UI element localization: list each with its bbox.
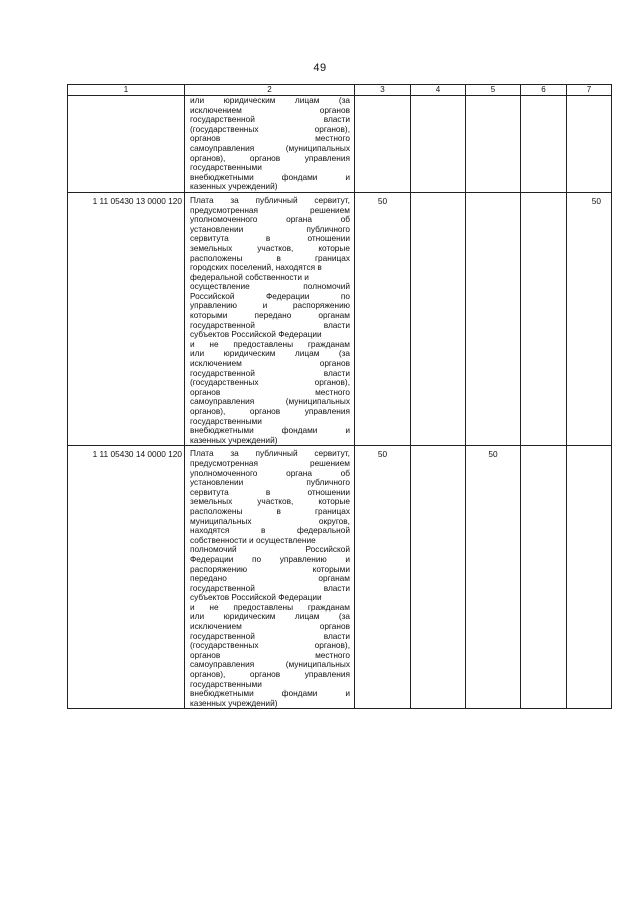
description-word: гражданам [307,601,350,612]
row-col6 [521,192,567,445]
description-word: решением [309,204,350,215]
description-word: исключением [190,621,242,632]
description-word: уполномоченного [190,214,258,225]
description-word: которые [318,496,350,507]
description-word: предусмотренная [190,457,259,468]
description-word: сервитута [190,233,229,244]
description-word: (за [338,95,350,105]
row-description [185,446,355,709]
header-col-7: 7 [567,85,612,96]
description-word: власти [323,582,350,593]
description-word: самоуправления [190,142,255,153]
description-word: внебюджетными [190,425,254,436]
header-col-5: 5 [466,85,521,96]
description-word: (государственных [190,123,259,134]
row-code: 1 11 05430 14 0000 120 [68,446,185,709]
description-word: субъектов Российской Федерации [190,592,322,603]
description-word: или [190,95,205,105]
description-word: в [265,233,271,244]
header-col-3: 3 [355,85,411,96]
description-word: (муниципальных [285,659,350,670]
description-word: и [345,553,350,564]
description-word: управления [304,406,350,416]
description-word: государственной [190,582,255,593]
description-word: власти [323,630,350,641]
description-word: отношении [307,233,350,244]
description-word: органов), [314,123,350,134]
header-col-1: 1 [68,85,185,96]
description-word: и [262,300,268,311]
row-col6 [521,96,567,193]
description-word: государственной [190,319,255,330]
description-word: установлении [190,477,244,488]
description-word: или [190,611,205,622]
description-word: (государственных [190,377,259,388]
header-col-6: 6 [521,85,567,96]
description-word: и [190,338,195,349]
description-word: органов [319,358,350,369]
description-word: органа [286,214,312,225]
description-word: казенных учреждений) [190,434,278,445]
description-word: публичного [306,477,350,488]
description-word: за [230,194,239,205]
description-word: фондами [281,171,318,182]
description-word: участков, [257,242,294,253]
description-word: власти [323,114,350,125]
description-word: или [190,348,205,359]
table-row [68,192,612,445]
description-word: полномочий [303,281,350,292]
description-word: управления [304,669,350,680]
description-word: органов [190,386,221,397]
description-word: осуществление [190,281,250,292]
description-word: юридическим [223,95,276,105]
description-word: управления [304,152,350,163]
description-word: гражданам [307,338,350,349]
description-word: в [265,486,271,497]
row-col5: 50 [466,446,521,709]
description-word: органов), [190,406,226,416]
description-word: уполномоченного [190,467,258,478]
description-word: по [252,553,262,564]
row-col4 [411,446,466,709]
description-word: (за [338,611,350,622]
row-col3 [355,96,411,193]
table-row [68,96,612,193]
description-word: по [340,290,350,301]
description-word: казенных учреждений) [190,181,278,192]
description-word: органов), [314,640,350,651]
row-col3: 50 [355,192,411,445]
description-word: земельных [190,242,233,253]
description-word: не [209,338,219,349]
description-word: предоставлены [233,601,294,612]
description-word: лицам [294,95,320,105]
description-word: федеральной [297,525,350,536]
description-word: распоряжению [292,300,350,311]
header-col-4: 4 [411,85,466,96]
description-word: управлению [279,553,327,564]
table-row [68,446,612,709]
description-word: в [276,505,281,516]
description-word: органа [286,467,312,478]
row-col7 [567,96,612,193]
description-word: которыми [312,563,350,574]
description-line [190,699,350,709]
description-word: органов [319,621,350,632]
description-word: (государственных [190,640,259,651]
description-word: Плата [190,448,214,459]
description-word: предусмотренная [190,204,259,215]
description-word: распоряжению [190,563,248,574]
row-col7: 50 [567,192,612,445]
description-word: и [345,171,350,182]
header-row [68,85,612,96]
description-line [190,436,350,446]
description-word: власти [323,319,350,330]
description-word: органов), [314,377,350,388]
description-word: об [340,467,350,478]
description-word: границах [314,505,350,516]
description-word: и [190,601,195,612]
description-word: публичного [306,223,350,234]
description-word: органов [249,669,281,680]
description-word: местного [315,133,350,144]
description-word: передано [254,310,292,321]
row-code: 1 11 05430 13 0000 120 [68,192,185,445]
description-word: федеральной собственности и [190,271,309,282]
description-word: местного [315,649,350,660]
row-col3: 50 [355,446,411,709]
description-word: органов), [190,152,226,163]
description-word: округов, [318,515,350,526]
description-word: участков, [257,496,294,507]
description-word: которые [318,242,350,253]
row-col5 [466,96,521,193]
description-word: предоставлены [233,338,294,349]
description-word: в [261,525,266,536]
description-word: внебюджетными [190,688,254,699]
description-word: государственными [190,678,262,689]
description-word: сервитут, [314,194,350,205]
description-word: юридическим [223,348,276,359]
description-word: (за [338,348,350,359]
description-word: органов [190,649,221,660]
description-word: находятся [190,525,230,536]
description-word: за [230,448,239,459]
description-word: органов [249,406,281,416]
description-word: фондами [281,688,318,699]
description-word: Российской [305,544,350,555]
row-col5 [466,192,521,445]
description-word: и [345,688,350,699]
description-word: фондами [281,425,318,436]
description-word: (муниципальных [285,142,350,153]
description-word: органов [319,104,350,115]
description-word: юридическим [223,611,276,622]
description-word: (муниципальных [285,396,350,407]
description-word: Плата [190,194,214,205]
description-word: управлению [190,300,237,311]
description-word: внебюджетными [190,171,254,182]
description-word: Российской [190,290,235,301]
row-col4 [411,96,466,193]
row-code [68,96,185,193]
description-word: государственной [190,630,255,641]
description-word: власти [323,367,350,378]
description-word: полномочий [190,544,237,555]
row-col6 [521,446,567,709]
description-word: решением [309,457,350,468]
description-word: органов), [190,669,226,680]
description-word: казенных учреждений) [190,697,278,708]
description-word: государственными [190,415,262,426]
description-word: установлении [190,223,244,234]
description-word: государственными [190,162,262,173]
description-word: органам [318,573,350,584]
description-word: и [345,425,350,436]
description-word: исключением [190,358,242,369]
description-word: органов [190,133,221,144]
row-description [185,192,355,445]
description-word: государственной [190,367,255,378]
description-word: исключением [190,104,242,115]
description-word: расположены [190,505,243,516]
description-word: лицам [294,611,320,622]
description-word: собственности и осуществление [190,534,316,545]
description-word: Федерации [265,290,310,301]
description-word: передано [190,573,227,584]
description-word: лицам [294,348,320,359]
description-word: не [209,601,219,612]
description-word: сервитут, [314,448,350,459]
revenue-table [67,84,612,709]
description-word: муниципальных [190,515,252,526]
description-word: самоуправления [190,659,255,670]
page-number: 49 [313,62,327,74]
description-word: государственной [190,114,255,125]
description-word: об [340,214,350,225]
description-word: земельных [190,496,233,507]
description-word: субъектов Российской Федерации [190,329,322,340]
row-description [185,96,355,193]
description-line [190,182,350,192]
description-word: расположены [190,252,243,263]
description-word: отношении [307,486,350,497]
description-word: органов [249,152,281,163]
row-col7 [567,446,612,709]
description-word: сервитута [190,486,229,497]
description-word: самоуправления [190,396,255,407]
description-word: публичный [255,448,298,459]
description-word: Федерации [190,553,234,564]
description-word: публичный [255,194,298,205]
description-word: которыми [190,310,228,321]
description-word: городских поселений, находятся в [190,262,322,273]
row-col4 [411,192,466,445]
header-col-2: 2 [185,85,355,96]
description-word: органам [318,310,350,321]
description-word: границах [314,252,350,263]
description-word: местного [315,386,350,397]
description-word: в [276,252,281,263]
